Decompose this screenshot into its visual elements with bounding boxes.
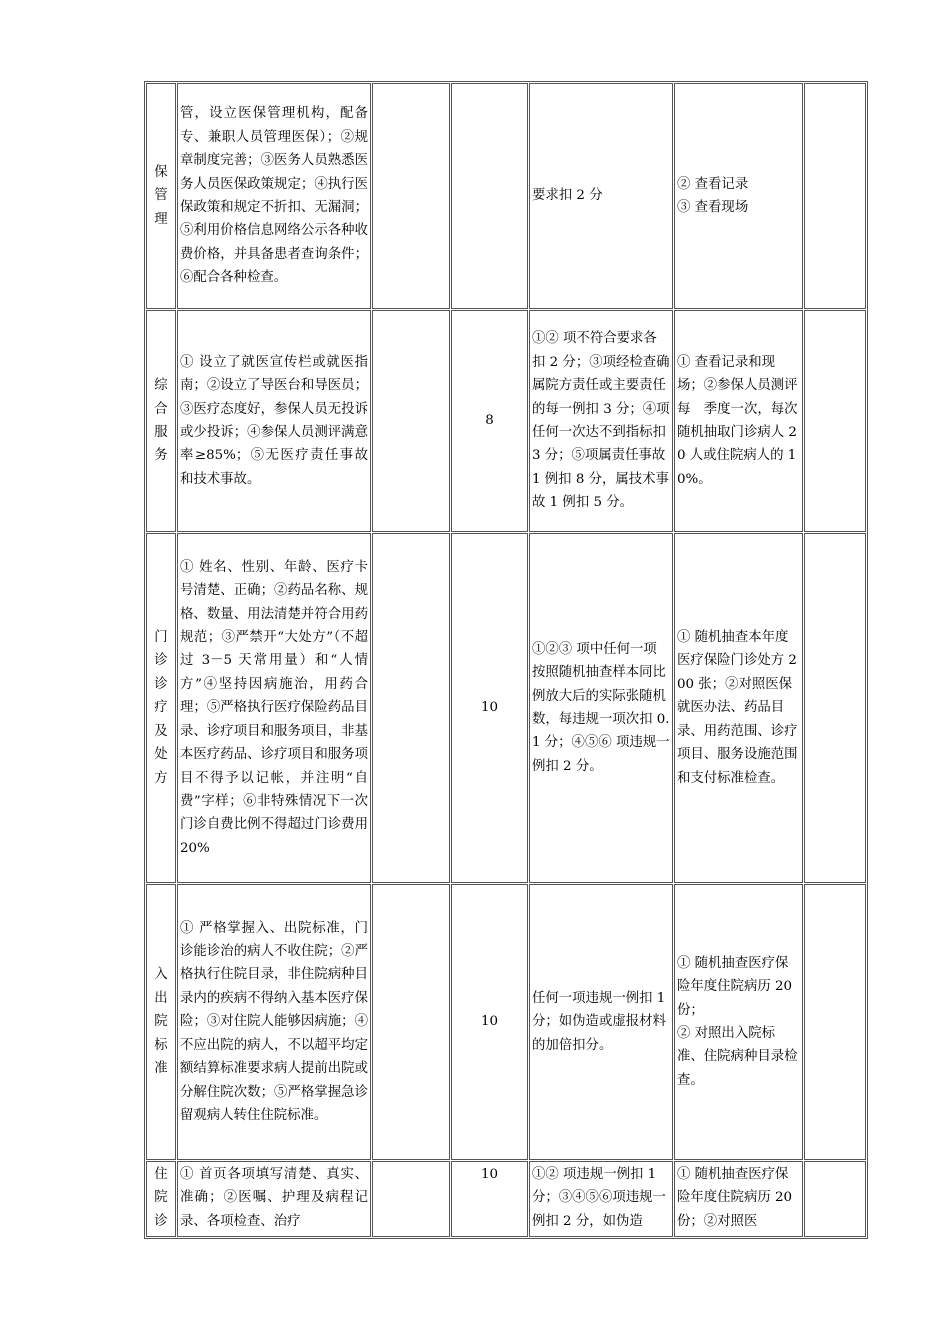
score-value: 10 bbox=[480, 1014, 499, 1030]
method-cell bbox=[674, 884, 803, 1160]
score-cell bbox=[451, 1161, 528, 1237]
table-row bbox=[146, 310, 866, 532]
blank-cell bbox=[372, 310, 450, 532]
table-row bbox=[146, 884, 866, 1160]
deduction-text: 任何一项违规一例扣 1 分；如伪造或虚报材料的加倍扣分。 bbox=[532, 990, 666, 1053]
blank-cell bbox=[804, 1161, 866, 1237]
method-line: ② 查看记录 bbox=[677, 176, 749, 192]
criteria-cell bbox=[177, 83, 371, 309]
category-label: 住院诊 bbox=[154, 1167, 168, 1229]
blank-cell bbox=[372, 83, 450, 309]
criteria-cell bbox=[177, 884, 371, 1160]
method-cell bbox=[674, 83, 803, 309]
category-cell bbox=[146, 533, 176, 883]
category-cell bbox=[146, 310, 176, 532]
deduction-cell bbox=[529, 1161, 673, 1237]
criteria-text: 管，设立医保管理机构，配备专、兼职人员管理医保）；②规章制度完善；③医务人员熟悉医务人员医保政策规定；④执行医保政策和规定不折扣、无漏洞；⑤利用价格信息网络公示各种收费价格，并具备患者查询条件；⑥配合各种检查。 bbox=[180, 106, 368, 286]
method-line: ② 对照出入院标准、住院病种目录检查。 bbox=[677, 1026, 798, 1088]
category-cell bbox=[146, 1161, 176, 1237]
method-text: ① 随机抽查本年度医疗保险门诊处方 200 张；②对照医保就医办法、药品目录、用药范围、诊疗项目、服务设施范围和支付标准检查。 bbox=[677, 630, 798, 786]
criteria-text: ① 姓名、性别、年龄、医疗卡号清楚、正确；②药品名称、规格、数量、用法清楚并符合用药规范；③严禁开“大处方”（不超过 3－5 天常用量）和“人情方”④坚持因病施治，用药合理；⑤严格执行医疗保险药品目录、诊疗项目和服务项目，非基本医疗药品、诊疗项目和服务项目不得予以记帐，并注明“自费”字样；⑥非特殊情况下一次门诊自费比例不得超过门诊费用 20% bbox=[180, 559, 368, 856]
method-text: ① 随机抽查医疗保险年度住院病历 20 份；②对照医 bbox=[677, 1167, 793, 1229]
table-row bbox=[146, 83, 866, 309]
deduction-cell bbox=[529, 310, 673, 532]
method-line: ③ 查看现场 bbox=[677, 200, 749, 215]
method-text: ① 查看记录和现场；②参保人员测评每 季度一次，每次随机抽取门诊病人 20 人或住院病人的 10%。 bbox=[677, 354, 798, 487]
criteria-cell bbox=[177, 533, 371, 883]
category-label: 入出院标准 bbox=[154, 967, 168, 1077]
blank-cell bbox=[804, 83, 866, 309]
deduction-cell bbox=[529, 533, 673, 883]
table-row bbox=[146, 533, 866, 883]
score-cell bbox=[451, 884, 528, 1160]
blank-cell bbox=[804, 884, 866, 1160]
criteria-text: ① 严格掌握入、出院标准，门诊能诊治的病人不收住院；②严格执行住院目录，非住院病种目录内的疾病不得纳入基本医疗保险；③对住院人能够因病施；④不应出院的病人，不以超平均定额结算标准要求病人提前出院或分解住院次数；⑤严格掌握急诊留观病人转住住院标准。 bbox=[180, 920, 368, 1123]
method-cell bbox=[674, 1161, 803, 1237]
category-label: 门诊诊疗及处方 bbox=[154, 630, 168, 786]
score-cell bbox=[451, 310, 528, 532]
deduction-cell bbox=[529, 884, 673, 1160]
deduction-text: 要求扣 2 分 bbox=[532, 188, 603, 204]
method-cell bbox=[674, 310, 803, 532]
category-label: 保管理 bbox=[154, 164, 168, 227]
blank-cell bbox=[372, 884, 450, 1160]
criteria-text: ① 设立了就医宣传栏或就医指南；②设立了导医台和导医员；③医疗态度好，参保人员无投诉或少投诉；④参保人员测评满意率≥85%；⑤无医疗责任事故和技术事故。 bbox=[180, 354, 368, 487]
category-cell bbox=[146, 83, 176, 309]
deduction-text: ①② 项违规一例扣 1 分；③④⑤⑥项违规一例扣 2 分，如伪造 bbox=[532, 1167, 666, 1229]
table-row bbox=[146, 1161, 866, 1237]
blank-cell bbox=[372, 533, 450, 883]
criteria-cell bbox=[177, 1161, 371, 1237]
deduction-text: ①②③ 项中任何一项按照随机抽查样本同比例放大后的实际张随机数，每违规一项次扣 0.1 分；④⑤⑥ 项违规一例扣 2 分。 bbox=[532, 641, 670, 774]
score-value: 10 bbox=[480, 1167, 499, 1182]
deduction-cell bbox=[529, 83, 673, 309]
deduction-text: ①② 项不符合要求各扣 2 分；③项经检查确属院方责任或主要责任的每一例扣 3 分；④项任何一次达不到指标扣 3 分；⑤项属责任事故 1 例扣 8 分，属技术事故 1 例扣 5 分。 bbox=[532, 331, 670, 511]
category-label: 综合服务 bbox=[154, 378, 168, 464]
score-value: 10 bbox=[480, 700, 499, 716]
method-cell bbox=[674, 533, 803, 883]
score-cell bbox=[451, 533, 528, 883]
category-cell bbox=[146, 884, 176, 1160]
score-value: 8 bbox=[485, 413, 494, 429]
blank-cell bbox=[804, 533, 866, 883]
score-cell bbox=[451, 83, 528, 309]
criteria-text: ① 首页各项填写清楚、真实、准确；②医嘱、护理及病程记录、各项检查、治疗 bbox=[180, 1167, 368, 1229]
method-line: ① 随机抽查医疗保险年度住院病历 20 份； bbox=[677, 955, 793, 1018]
blank-cell bbox=[372, 1161, 450, 1237]
criteria-cell bbox=[177, 310, 371, 532]
blank-cell bbox=[804, 310, 866, 532]
evaluation-table bbox=[144, 81, 868, 1239]
